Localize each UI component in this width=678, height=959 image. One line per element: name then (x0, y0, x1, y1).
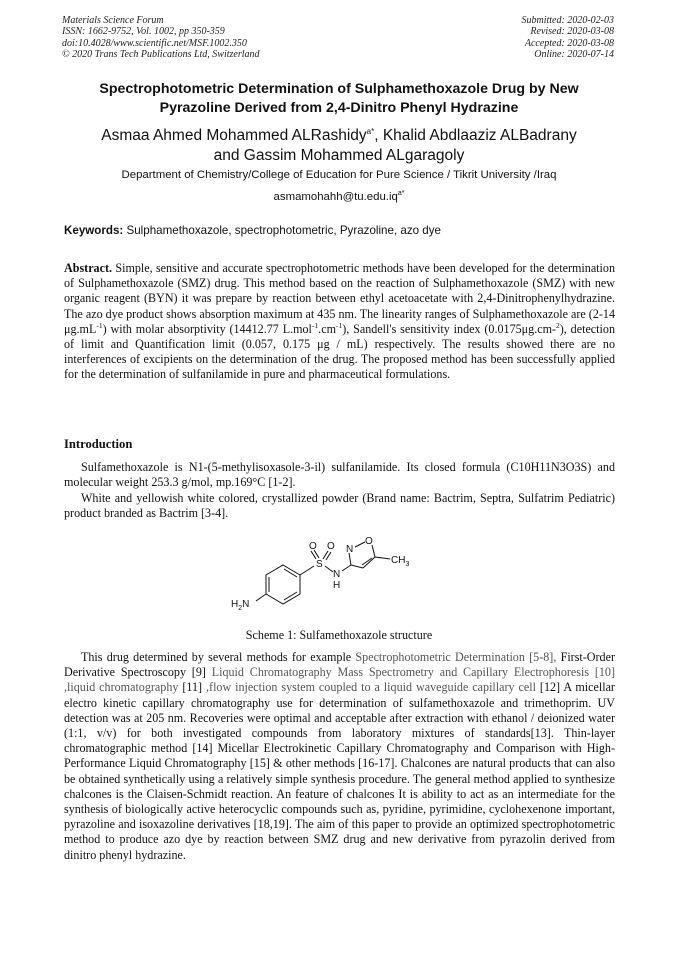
abstract-text-4: ), Sandell's sensitivity index (0.0175μg.cm- (342, 321, 557, 336)
author-1-marker: a* (366, 127, 375, 136)
title-line-1: Spectrophotometric Determination of Sulphamethoxazole Drug by New (99, 81, 579, 97)
p3-text-1: This drug determined by several methods for example (81, 650, 356, 664)
journal-header (62, 15, 260, 61)
online-date: Online: 2020-07-14 (534, 49, 614, 61)
abstract-sup-3: -1 (335, 320, 343, 330)
paper-title (40, 80, 638, 117)
label-o-ring: O (365, 536, 373, 547)
label-h2n (231, 599, 249, 612)
label-h2n-sub: 2 (238, 605, 243, 612)
abstract-text-1: Simple, sensitive and accurate spectrophotometric methods have been developed for the determination of Sulphamethoxazole (SMZ) drug. This method based on the reaction of Sulphamethoxazole (SMZ) with new organic reagent (BYN) it was prepare by reaction between ethyl acetoacetate with 2,4-Dinitrophenylhydrazine. The azo dye product shows absorption maximum at 435 nm. The linearity ranges of Sulphamethoxazole are (2-14 μg.mL (64, 261, 615, 336)
keywords (64, 224, 616, 237)
introduction-heading: Introduction (64, 437, 133, 451)
journal-name: Materials Science Forum (62, 15, 164, 26)
sulfamethoxazole-structure (225, 535, 455, 615)
label-ch3-main: CH (391, 555, 406, 566)
author-1: Asmaa Ahmed Mohammed ALRashidy (101, 127, 367, 144)
p3-ref-2: Liquid Chromatography Mass Spectrometry and Capillary Electrophoresis [10] ,liquid chromatography (64, 665, 616, 695)
contact-email (30, 191, 648, 203)
email-address: asmamohahh@tu.edu.iq (273, 191, 398, 203)
scheme-caption: Scheme 1: Sulfamethoxazole structure (245, 628, 433, 642)
label-ch3 (391, 555, 409, 568)
author-3: and Gassim Mohammed ALgaragoly (213, 147, 465, 164)
title-line-2: Pyrazoline Derived from 2,4-Dinitro Phenyl Hydrazine (159, 99, 519, 116)
revised-date: Revised: 2020-03-08 (530, 26, 614, 38)
label-o-2: O (327, 541, 335, 552)
p3-ref-3: ,flow injection system coupled to a liquid waveguide capillary cell (206, 680, 536, 695)
keywords-label: Keywords: (64, 224, 124, 237)
abstract-text-2: ) with molar absorptivity (14412.77 L.mol (102, 321, 312, 336)
abstract-text-5: ), detection of limit and Quantification limit (0.057, 0.175 μg / mL) respectively. The results showed there are no interferences of excipients on the determination of the drug. The proposed method has been successfully applied for the determination of sulfanilamide in pure and pharmaceutical formulations. (64, 321, 615, 382)
label-n: N (333, 569, 341, 580)
author-list (30, 126, 648, 166)
p3-ref-1: Spectrophotometric Determination [5-8], (355, 650, 557, 664)
abstract-sup-1: -1 (96, 320, 103, 330)
journal-copyright: © 2020 Trans Tech Publications Ltd, Switzerland (62, 49, 260, 61)
p3-text-2: First-Order Derivative Spectroscopy [9] (64, 650, 615, 680)
affiliation: Department of Chemistry/College of Education for Pure Science / Tikrit University /Iraq (121, 169, 557, 181)
keywords-text: Sulphamethoxazole, spectrophotometric, Pyrazoline, azo dye (123, 224, 441, 237)
label-n-ring: N (346, 544, 354, 555)
dates-header (522, 15, 615, 61)
label-s: S (316, 559, 323, 570)
accepted-date: Accepted: 2020-03-08 (524, 37, 614, 49)
p3-text-3: [11] (178, 680, 207, 695)
journal-doi: doi:10.4028/www.scientific.net/MSF.1002.350 (62, 37, 247, 49)
journal-issn: ISSN: 1662-9752, Vol. 1002, pp 350-359 (62, 26, 225, 38)
author-2: , Khalid Abdlaaziz ALBadrany (374, 127, 577, 144)
intro-paragraph-2: White and yellowish white colored, crystallized powder (Brand name: Bactrim, Septra, Sulfatrim Pediatric) product branded as Bactrim [3-4]. (64, 491, 615, 521)
label-o-1: O (309, 541, 317, 552)
abstract-label: Abstract. (64, 261, 113, 275)
intro-paragraph-3 (64, 650, 615, 863)
abstract-text-3: .cm (318, 321, 336, 336)
abstract-sup-4: 2 (556, 320, 560, 330)
label-h2n-h: H (231, 599, 239, 610)
author-line-1 (30, 126, 648, 146)
submitted-date: Submitted: 2020-02-03 (521, 15, 614, 26)
email-marker: a* (397, 190, 405, 197)
intro-paragraph-1: Sulfamethoxazole is N1-(5-methylisoxasole-3-il) sulfanilamide. Its closed formula (C10H11N3O3S) and molecular weight 253.3 g/mol, mp.169°C [1-2]. (64, 460, 615, 490)
label-h: H (333, 580, 341, 591)
abstract-sup-2: -1 (311, 320, 319, 330)
label-h2n-n: N (242, 599, 250, 610)
p3-text-4: [12] A micellar electro kinetic capillary chromatography use for determination of sulfamethoxazole and trimethoprim. UV detection was at 205 nm. Recoveries were optimal and acceptable after extraction with ethanol / deionized water (1:1, v/v) for both investigated compounds from laboratory mixtures of standards[13]. Thin-layer chromatographic method [14] Micellar Electrokinetic Capillary Chromatography and Comparison with High-Performance Liquid Chromatography [15] & other methods [16-17]. Chalcones are natural products that can also be obtained synthetically using a relatively simple synthesis procedure. The general method applied to synthesize chalcones is the Claisen-Schmidt reaction. An feature of chalcones It is ability to act as an intermediate for the synthesis of biologically active heterocyclic compounds such as, pyridine, pyrimidine, cyclohexenone important, pyrazoline and isoxazoline derivatives [18,19]. The aim of this paper to provide an optimized spectrophotometric method to produce azo dye by reaction between SMZ drug and new derivative from pyrazolin derived from dinitro phenyl hydrazine. (64, 680, 615, 862)
structure-bonds (256, 542, 390, 604)
abstract (64, 261, 615, 383)
label-ch3-sub: 3 (405, 561, 410, 568)
